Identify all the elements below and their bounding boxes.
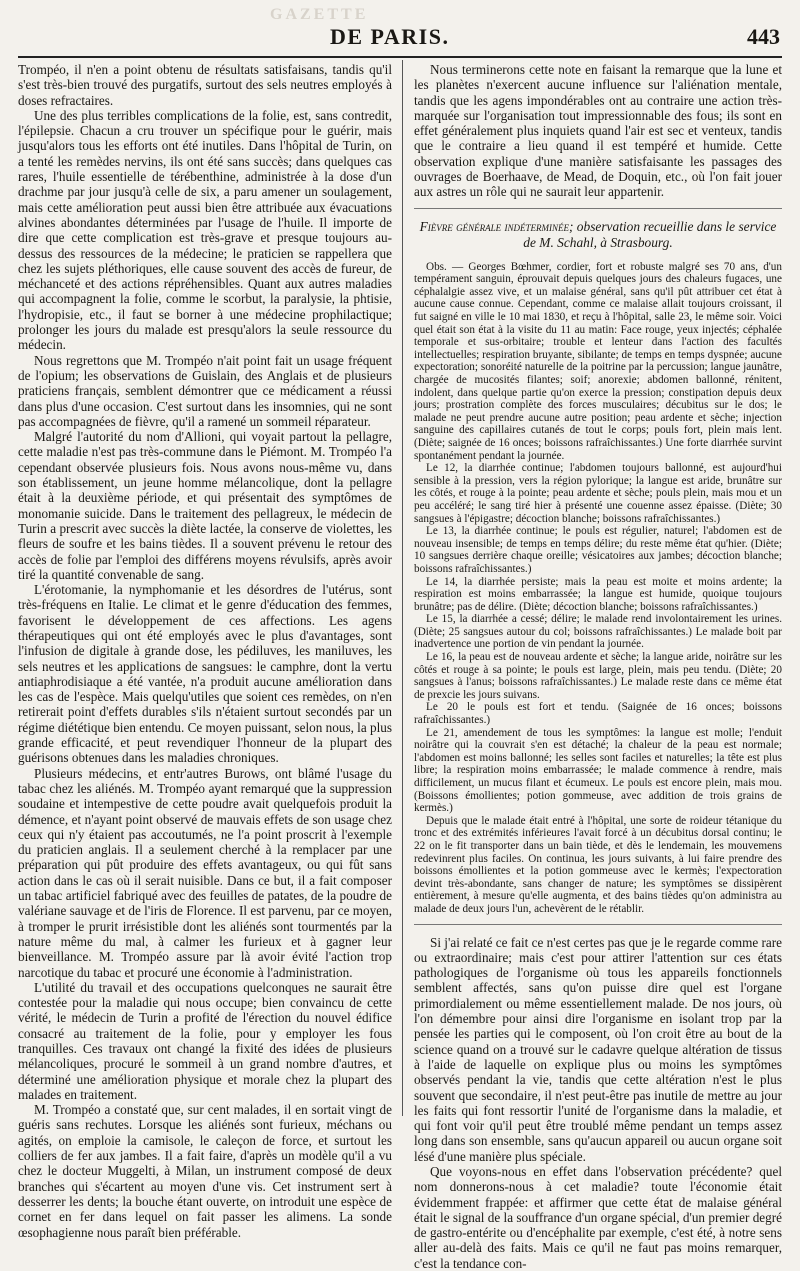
observation-title-diagnosis: Fièvre générale indéterminée; <box>419 218 574 234</box>
observation-paragraph: Le 13, la diarrhée continue; le pouls est régulier, naturel; l'abdomen est de nouveau insensible; de temps en temps délire; du reste même état qu'hier. (Diète; 10 sangsues derrière chaque oreille; vésicatoires aux jambes; décoction blanche; boissons rafraîchissantes.) <box>414 525 782 575</box>
paragraph: M. Trompéo a constaté que, sur cent malades, il en sortait vingt de guéris sans rechutes. Lorsque les aliénés sont furieux, méchans ou agités, on emploie la camisole, le caleçon de force, et surtout les colliers de fer aux jambes. Il a fait faire, d'après un modèle qu'il a vu chez le docteur Muggelti, à Milan, un instrument composé de deux branches qui s'écartent au moyen d'une vis. Cet instrument sert à desserrer les dents; la bouche étant ouverte, on introduit une espèce de cornet en fer dans lequel on fait passer les alimens. La sonde œsophagienne nous paraît bien préférable. <box>18 1102 392 1240</box>
running-title: DE PARIS. <box>330 24 450 49</box>
paragraph: L'érotomanie, la nymphomanie et les désordres de l'utérus, sont très-fréquens en Italie. Le climat et le genre d'éducation des femmes, favorisent le développement de ces affections. Les agens thérapeutiques qui ont été employés avec le plus d'avantages, sont l'infusion de digitale à grande dose, les pédiluves, les maniluves, les sels neutres et les applications de sangsues: le camphre, dont la vertu antiaphrodisiaque a été vantée, n'a produit aucune amélioration dans les cas de l'espèce. Mais quelqu'utiles que soient ces remèdes, on n'en retirerait point d'effets durables s'ils n'étaient surtout secondés par un régime diététique bien entendu. Ce moyen puissant, selon nous, la plus grande efficacité, et peut revendiquer l'honneur de la plupart des guérisons obtenues dans les maladies chroniques. <box>18 582 392 766</box>
observation-paragraph: Le 14, la diarrhée persiste; mais la peau est moite et moins ardente; la respiration est moins embarrassée; la langue est humide, quoique toujours brunâtre; pas de délire. (Diète; décoction blanche; boissons rafraîchissantes.) <box>414 575 782 613</box>
left-column <box>18 62 392 1240</box>
paragraph: Nous terminerons cette note en faisant la remarque que la lune et les planètes n'exercent aucune influence sur l'aliénation mentale, tandis que les agens impondérables ont au contraire une action très-marquée sur l'organisation tout impressionnable des fous; ils sont en effet généralement plus inquiets quand l'air est sec et venteux, tandis que le contraire a lieu quand il est tempéré et humide. Cette observation explique d'une manière satisfaisante les passages des ouvrages de Boerhaave, de Mead, de Doquin, etc., où l'on fait jouer aux astres un rôle qui ne saurait leur appartenir. <box>414 62 782 200</box>
paragraph: Plusieurs médecins, et entr'autres Burows, ont blâmé l'usage du tabac chez les aliénés. M. Trompéo ayant remarqué que la suppression soudaine et intempestive de cette poudre avait quelquefois produit la démence, et n'ayant point observé de mauvais effets de son usage chez ceux qui n'y étaient pas accoutumés, ne l'a point proscrit à l'exemple du praticien anglais. Il a seulement cherché à la remplacer par une préparation qui pût produire des effets avantageux, ou qui fût sans action dans le cas où il serait nuisible. Dans ce but, il a fait composer un tabac artificiel fabriqué avec des feuilles de patates, de la poudre de valériane sauvage et de l'iris de Florence. Il est parvenu, par ce moyen, à tromper le prurit irrésistible dont les aliénés sont tourmentés par la nature même du mal, à calmer les furieux et à gagner leur bienveillance. M. Trompéo assure par là avoir évité l'action trop narcotique du tabac et procuré une économie à l'administration. <box>18 765 392 980</box>
commentary-paragraph: Que voyons-nous en effet dans l'observation précédente? quel nom donnerons-nous à cet maladie? toute l'économie était évidemment frappée: et affirmer que cette état de malaise général était le signal de la souffrance d'un organe spécial, d'un premier degré de gastro-entérite ou d'encéphalite par exemple, c'est été, à notre sens aller au-delà des faits. Mais ce qu'il ne faut pas moins remarquer, c'est la tendance con- <box>414 1164 782 1271</box>
commentary-paragraph: Si j'ai relaté ce fait ce n'est certes pas que je le regarde comme rare ou extraordinaire; mais c'est pour attirer l'attention sur ces états pathologiques de l'organisme où tous les appareils fonctionnels semblent affectés, sans qu'on puisse dire quel est l'organe primordialement ou même essentiellement malade. De nos jours, où l'on démembre pour ainsi dire l'organisme en isolant trop par la pensée les parties qui le composent, où l'on croit être au bout de la science quand on a trouvé sur le cadavre quelque altération de tissus à l'aide de laquelle on explique plus ou moins les symptômes observés pendant la vie, tandis que cette altération n'est le plus souvent que secondaire, il n'est peut-être pas inutile de mettre au jour les faits qui font ressortir l'unité de l'organisme dans la maladie, et qui font voir qu'il peut être troublé même pendant un temps assez long dans son ensemble, sans qu'aucun appareil ou aucun organe soit lésé d'une manière plus spéciale. <box>414 934 782 1164</box>
paragraph: Trompéo, il n'en a point obtenu de résultats satisfaisans, tandis qu'il s'est très-bien trouvé des purgatifs, surtout des sels neutres employés à doses refractaires. <box>18 62 392 108</box>
paragraph: L'utilité du travail et des occupations quelconques ne saurait être contestée pour la maladie qui nous occupe; bien convaincu de cette vérité, le médecin de Turin a profité de l'érection du nouvel édifice consacré au traitement de la folie, pour y employer les fous tranquilles. Ces travaux ont changé la fixité des idées de plusieurs mélancoliques, procuré le sommeil à un grand nombre d'autres, et déterminé une amélioration physique et morale chez la plupart des malades en traitement. <box>18 979 392 1102</box>
observation-paragraph: Le 20 le pouls est fort et tendu. (Saignée de 16 onces; boissons rafraîchissantes.) <box>414 701 782 727</box>
column-divider <box>402 60 403 1116</box>
observation-paragraph: Le 16, la peau est de nouveau ardente et sèche; la langue aride, noirâtre sur les côtés et rouge à sa pointe; le pouls est large, plein, mais peu tendu. (Diète; 20 sangsues à l'anus; boissons rafraîchissantes.) Le malade reste dans ce même état de prexcie les jours suivans. <box>414 651 782 701</box>
section-separator <box>414 208 782 209</box>
observation-paragraph: Le 21, amendement de tous les symptômes: la langue est molle; l'enduit noirâtre qui la couvrait s'en est détaché; la chaleur de la peau est normale; l'abdomen est moins ballonné; les selles sont faciles et naturelles; la tête est plus libre; la respiration moins embarrassée; le malade commence à rendre, mais difficilement, un mucus filant et écumeux. Le pouls est encore plein, mais mou. (Boissons émollientes; potion gommeuse, avec addition de trois grains de kermès.) <box>414 726 782 815</box>
page-header <box>0 24 800 50</box>
paragraph: Malgré l'autorité du nom d'Allioni, qui voyait partout la pellagre, cette maladie n'est pas très-commune dans le Piémont. M. Trompéo l'a cependant observée plusieurs fois. Nous avons nous-même vu, dans son établissement, un jeune homme mélancolique, dont la pellagre était à la deuxième période, et qui présentait des symptômes de monomanie suicide. Dans le traitement des pellagreux, le médecin de Turin a prescrit avec succès la diète lactée, la conserve de violettes, les fleurs de soufre et les bains tièdes. Il a souvent prévenu le retour des accès de folie par l'emploi des différens moyens révulsifs, après avoir tiré la quantité convenable de sang. <box>18 429 392 582</box>
bleed-through-masthead: GAZETTE <box>270 6 369 23</box>
page-number: 443 <box>747 24 780 49</box>
observation-title-source: observation recueillie dans le service de M. Schahl, à Strasbourg. <box>523 218 777 250</box>
paragraph: Une des plus terribles complications de la folie, est, sans contredit, l'épilepsie. Chacun a cru trouver un spécifique pour le guérir, mais jusqu'alors tous les efforts ont été inutiles. Dans l'hôpital de Turin, on a tenté les remèdes nervins, ils ont été sans succès; dans quelques cas rares, l'huile essentielle de térébenthine, administrée à la dose d'un drachme par jour jusqu'à celle de six, a paru amener un soulagement, mais cette amélioration peut aussi bien être attribuée aux évacuations alvines abondantes déterminées par l'usage de l'huile. Il importe de dire que cette complication est très-grave et presque toujours au-dessus des ressources de la médecine; le praticien se rappellera que chez les sujets pléthoriques, elle cause souvent des accès de fureur, de méchanceté et des actions répréhensibles. Quant aux autres maladies qui accompagnent la folie, comme le scorbut, la paralysie, la phtisie, l'hydropisie, etc., il faut se borner à une médecine prophilactique; prolonger les jours du malade est presqu'alors la seule ressource du médecin. <box>18 107 392 353</box>
observation-paragraph: Le 15, la diarrhée a cessé; délire; le malade rend involontairement les urines. (Diète; 25 sangsues autour du col; boissons rafraîchissantes.) Le malade boit par inadvertence une portion de vin pendant la journée. <box>414 613 782 651</box>
observation-paragraph: Le 12, la diarrhée continue; l'abdomen toujours ballonné, est aujourd'hui sensible à la pression, vers la région pylorique; la langue est aride, brunâtre sur les côtés, et rouge à la pointe; peau ardente et sèche; pouls plein, mais mou et un peu accéléré; le sang tiré hier à présenté une couenne assez épaisse. (Diète; 30 sangsues à l'épigastre; décoction blanche; boissons rafraîchissantes.) <box>414 462 782 525</box>
paragraph: Nous regrettons que M. Trompéo n'ait point fait un usage fréquent de l'opium; les observations de Guislain, des Anglais et de plusieurs praticiens français, semblent démontrer que ce médicament a réussi dans plus d'une occasion. C'est surtout dans les insomnies, qui ne sont pas accompagnées de fièvre, qu'il a ramené un sommeil réparateur. <box>18 352 392 429</box>
observation-title <box>414 219 782 251</box>
header-rule <box>18 56 782 58</box>
section-separator <box>414 924 782 925</box>
observation-paragraph: Obs. — Georges Bœhmer, cordier, fort et robuste malgré ses 70 ans, d'un tempérament sanguin, éprouvait depuis quelques jours des chaleurs fugaces, une céphalalgie assez vive, et un malaise général, sans qu'il pût attribuer cet état à aucune cause connue. Cependant, comme ce malaise allait toujours croissant, il fut saigné en ville le 10 mai 1830, et reçu à l'hôpital, salle 23, le même soir. Voici quel était son état à la visite du 11 au matin: Face rouge, yeux injectés; céphalée temporale et sus-orbitaire; trouble et lenteur dans l'action des facultés intellectuelles; respiration bruyante, sibilante; de temps en temps dyspnée; aucune expectoration; sonoréité naturelle de la poitrine par la percussion; langue jaunâtre, chargée de mucosités filantes; soif; anorexie; abdomen ballonné, rénitent, indolent, dans quelque partie qu'on exerce la pression; constipation depuis deux jours; prostration complète des forces musculaires; décubitus sur le dos; le malade ne peut prendre aucune autre position; peau ardente et sèche; injection sanguine des capillaires cutanés de tout le corps; pouls fort, plein mais lent. (Diète; saignée de 16 onces; boissons rafraîchissantes.) Une forte diarrhée survint spontanément pendant la journée. <box>414 260 782 462</box>
right-column <box>414 62 782 1271</box>
observation-paragraph: Depuis que le malade était entré à l'hôpital, une sorte de roideur tétanique du tronc et des extrémités inférieures l'avait forcé à un décubitus dorsal continu; le 22 on le fit transporter dans un bain tiède, et dès le lendemain, les mouvemens redevinrent plus faciles. On continua, les jours suivants, à lui faire prendre des boissons émollientes et la potion gommeuse avec le kermès; l'expectoration devint très-abondante, sans changer de nature; les symptômes se dissipèrent entièrement, à mesure qu'elle augmenta, et des bains tièdes qu'on administra au malade de deux jours l'un, achevèrent de le rétablir. <box>414 814 782 915</box>
